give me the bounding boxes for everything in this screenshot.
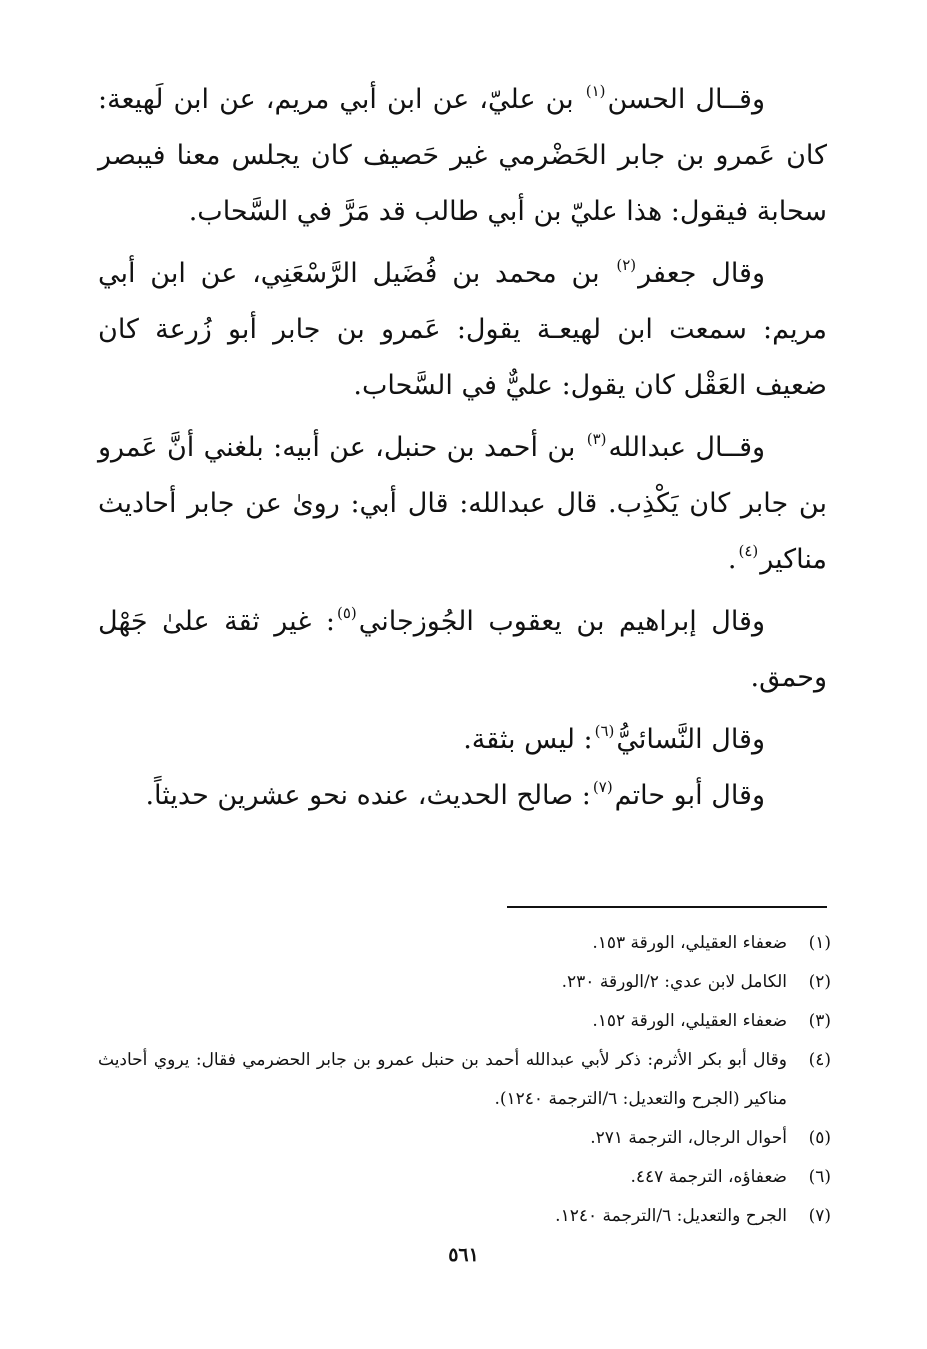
footnote-number: (٤) (808, 1050, 831, 1070)
footnote-number: (٢) (808, 972, 831, 992)
footnote-number: (٥) (808, 1128, 831, 1148)
footnotes (98, 924, 831, 1236)
footnote-ref-3: (٣) (586, 430, 607, 448)
paragraph-text: : صالح الحديث، عنده نحو عشرين حديثاً. (145, 780, 591, 811)
footnote-text: الكامل لابن عدي: ٢/الورقة ٢٣٠. (561, 972, 787, 992)
footnote-item (98, 963, 831, 1002)
footnote-ref-5: (٥) (337, 604, 357, 622)
footnote-text: وقال أبو بكر الأثرم: ذكر لأبي عبدالله أحمد بن حنبل عمرو بن جابر الحضرمي فقال: يروي أحاديث مناكير (الجرح والتعديل: ٦/الترجمة ١٢٤٠). (98, 1050, 787, 1109)
footnote-ref-7: (٧) (592, 778, 613, 796)
footnote-text: أحوال الرجال، الترجمة ٢٧١. (590, 1128, 787, 1148)
paragraph-text: بن أحمد بن حنبل، عن أبيه: بلغني أنَّ عَمرو بن جابر كان يَكْذِب. قال عبدالله: قال أبي: روىٰ عن جابر أحاديث مناكير (98, 432, 827, 575)
footnote-item (98, 1002, 831, 1041)
paragraph-text: وقــال الحسن (607, 84, 765, 115)
footnote-item (98, 1197, 831, 1236)
footnote-number: (١) (808, 933, 831, 953)
paragraph-text: . (727, 544, 737, 575)
footnote-ref-1: (١) (585, 82, 606, 100)
footnote-text: ضعفاء العقيلي، الورقة ١٥٣. (592, 933, 787, 953)
footnote-text: الجرح والتعديل: ٦/الترجمة ١٢٤٠. (555, 1206, 787, 1226)
footnote-text: ضعفاء العقيلي، الورقة ١٥٢. (592, 1011, 787, 1031)
paragraph-text: بن عليّ، عن ابن أبي مريم، عن ابن لَهيعة: كان عَمرو بن جابر الحَضْرمي غير حَصيف كان يجلس معنا فيبصر سحابة فيقول: هذا عليّ بن أبي طالب قد مَرَّ في السَّحاب. (98, 84, 827, 227)
paragraph-text: بن محمد بن فُضَيل الرَّسْعَنِي، عن ابن أبي مريم: سمعت ابن لهيعـة يقول: عَمرو بن جابر أبو زُرعة كان ضعيف العَقْل كان يقول: عليٌّ في السَّحاب. (98, 258, 827, 401)
footnote-number: (٧) (808, 1206, 831, 1226)
footnote-ref-6: (٦) (594, 722, 615, 740)
paragraph-jafar (98, 246, 827, 414)
footnote-separator (507, 906, 827, 908)
footnote-ref-2: (٢) (616, 256, 637, 274)
footnote-text: ضعفاؤه، الترجمة ٤٤٧. (630, 1167, 787, 1187)
paragraph-abdullah (98, 420, 827, 588)
footnote-number: (٦) (808, 1167, 831, 1187)
paragraph-text: : ليس بثقة. (463, 724, 593, 755)
paragraph-text: وقال إبراهيم بن يعقوب الجُوزجاني (358, 606, 765, 637)
paragraph-text: وقال أبو حاتم (614, 780, 765, 811)
paragraph-text: وقال النَّسائيُّ (616, 724, 765, 755)
footnote-item (98, 924, 831, 963)
paragraph-hasan (98, 72, 827, 240)
main-text (98, 72, 827, 830)
paragraph-text: : غير ثقة علىٰ جَهْل وحمق. (98, 606, 827, 693)
footnote-item (98, 1158, 831, 1197)
paragraph-nasai (98, 712, 827, 768)
paragraph-text: وقال جعفر (638, 258, 765, 289)
paragraph-abu-hatim (98, 768, 827, 824)
footnote-item (98, 1119, 831, 1158)
paragraph-text: وقــال عبدالله (608, 432, 766, 463)
paragraph-jawzajani (98, 594, 827, 706)
footnote-item (98, 1041, 831, 1119)
page-number: ٥٦١ (448, 1244, 479, 1266)
footnote-ref-4: (٤) (738, 542, 759, 560)
footnote-number: (٣) (808, 1011, 831, 1031)
